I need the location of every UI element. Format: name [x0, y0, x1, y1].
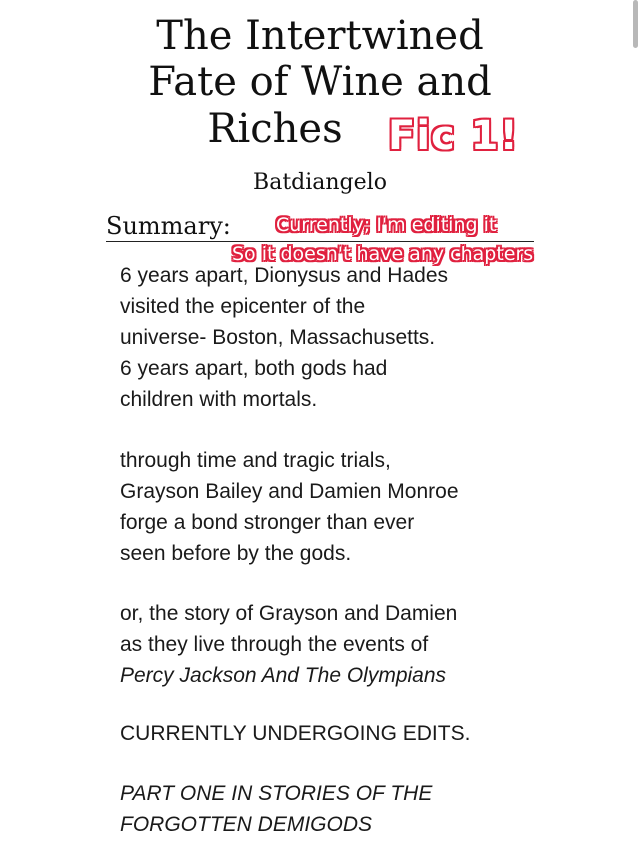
- work-title-line-1: The Intertwined: [156, 13, 484, 59]
- edit-status-notice: CURRENTLY UNDERGOING EDITS.: [120, 722, 471, 745]
- author-link[interactable]: Batdiangelo: [253, 170, 387, 195]
- summary-paragraph-3-text: or, the story of Grayson and Damien as they live through the events of: [120, 602, 458, 656]
- work-title-line-3: [0, 106, 640, 152]
- editing-note-sticker-line-2: So it doesn't have any chapters: [232, 243, 534, 265]
- summary-divider: [106, 241, 534, 242]
- work-title-riches: Riches: [207, 106, 343, 152]
- summary-paragraph-2: through time and tragic trials, Grayson Bailey and Damien Monroe forge a bond stronger than ever seen before by the gods.: [120, 449, 459, 565]
- summary-paragraph-1: 6 years apart, Dionysus and Hades visited the epicenter of the universe- Boston, Massachusetts. 6 years apart, both gods had children with mortals.: [120, 264, 449, 411]
- work-title-line-2: Fate of Wine and: [148, 59, 492, 105]
- summary-paragraph-3: [120, 598, 540, 691]
- summary-heading: Summary:: [106, 212, 231, 240]
- series-reference-italic: Percy Jackson And The Olympians: [120, 664, 447, 687]
- fic-number-sticker: Fic 1!: [388, 113, 519, 159]
- series-part-notice: PART ONE IN STORIES OF THE FORGOTTEN DEMIGODS: [120, 782, 433, 836]
- editing-note-sticker-line-1: Currently; I'm editing it: [276, 214, 497, 236]
